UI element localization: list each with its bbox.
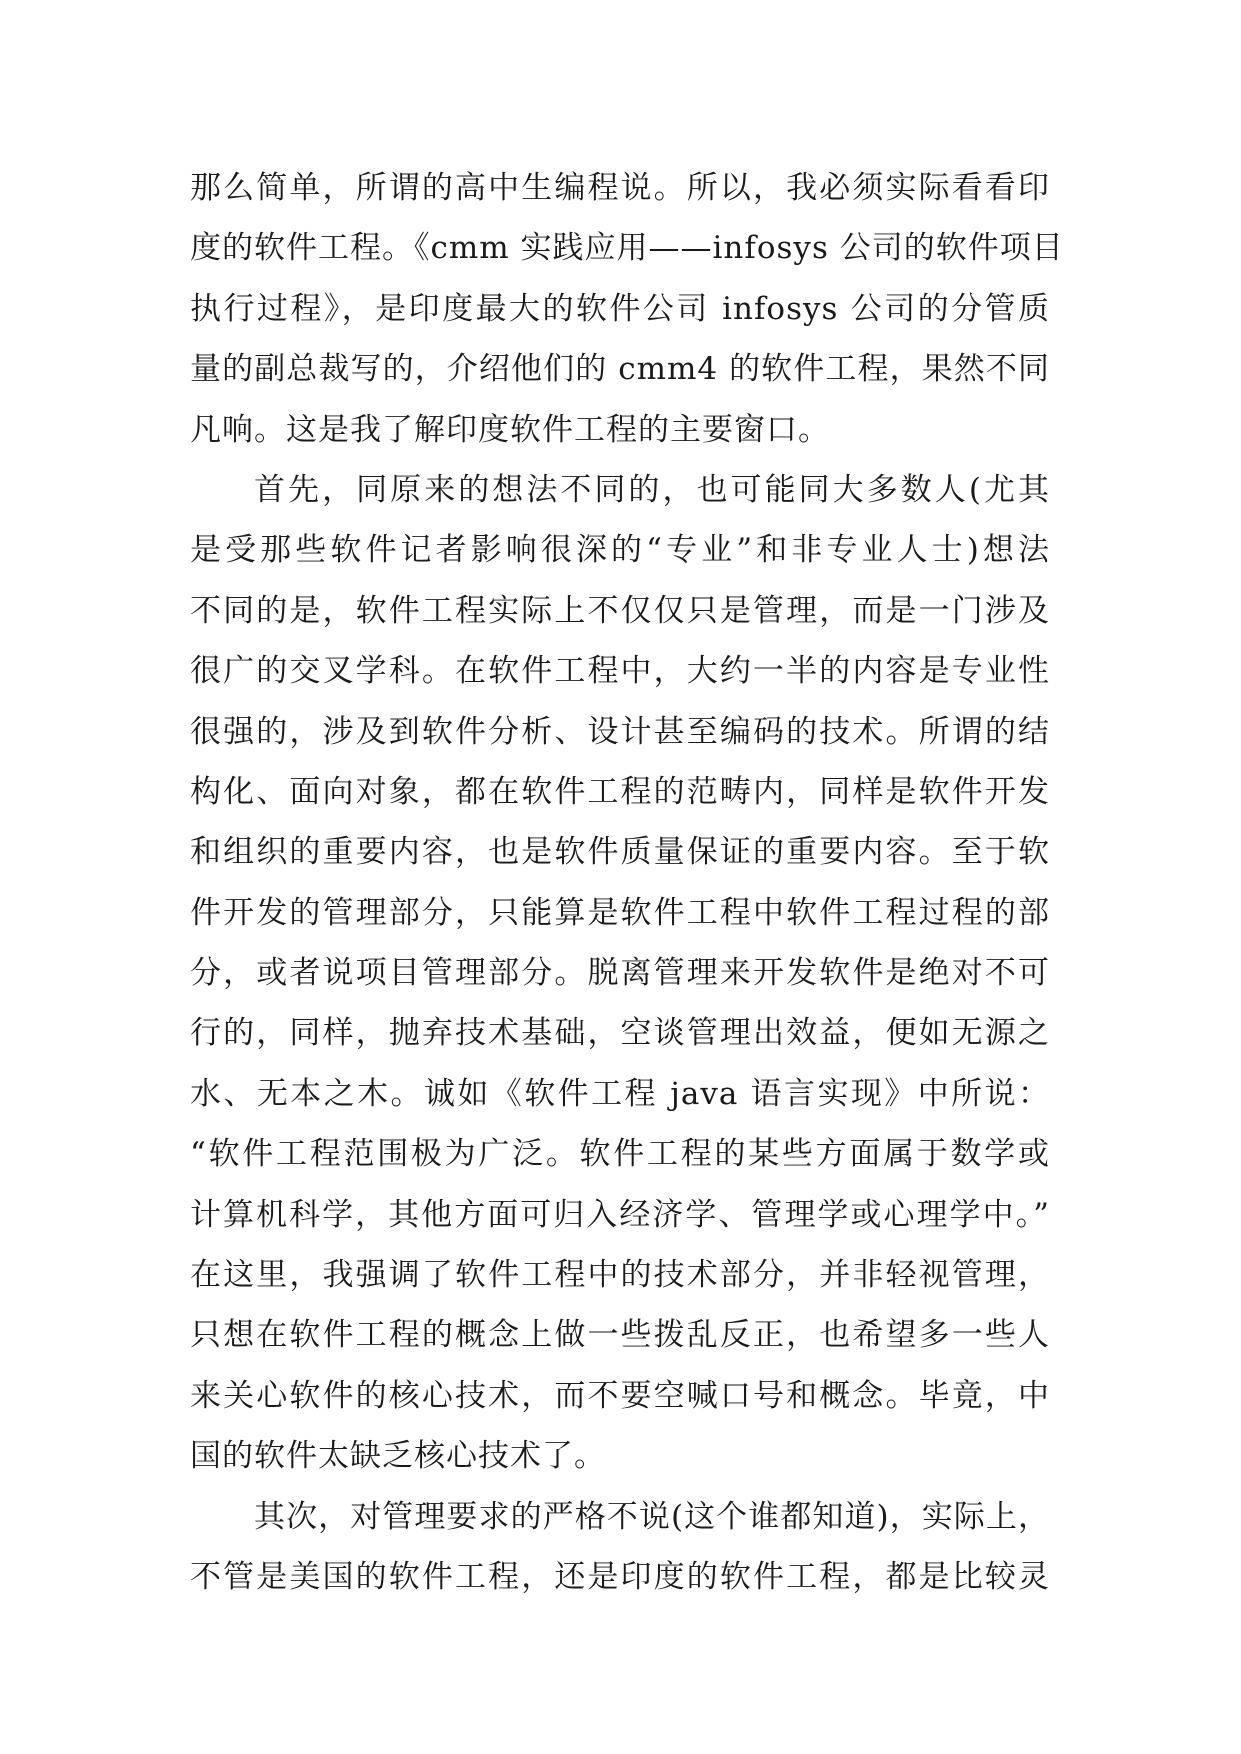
text-line: 计算机科学，其他方面可归入经济学、管理学或心理学中。” — [190, 1196, 1050, 1233]
paragraph-first-line: 首先，同原来的想法不同的，也可能同大多数人(尤其 — [254, 471, 1050, 508]
text-line: 度的软件工程。《cmm 实践应用——infosys 公司的软件项目 — [190, 230, 1064, 267]
text-line: 是受那些软件记者影响很深的“专业”和非专业人士)想法 — [190, 532, 1050, 569]
text-line: 凡响。这是我了解印度软件工程的主要窗口。 — [190, 411, 830, 448]
text-line: 分，或者说项目管理部分。脱离管理来开发软件是绝对不可 — [190, 955, 1050, 992]
body-text — [190, 158, 1064, 1607]
text-line: “软件工程范围极为广泛。软件工程的某些方面属于数学或 — [190, 1136, 1050, 1173]
text-line: 很广的交叉学科。在软件工程中，大约一半的内容是专业性 — [190, 653, 1050, 690]
text-line: 国的软件太缺乏核心技术了。 — [190, 1438, 606, 1475]
text-line: 和组织的重要内容，也是软件质量保证的重要内容。至于软 — [190, 834, 1050, 871]
text-line: 不同的是，软件工程实际上不仅仅只是管理，而是一门涉及 — [190, 592, 1050, 629]
text-line: 不管是美国的软件工程，还是印度的软件工程，都是比较灵 — [190, 1558, 1050, 1595]
text-line: 那么简单，所谓的高中生编程说。所以，我必须实际看看印 — [190, 170, 1050, 206]
text-line: 件开发的管理部分，只能算是软件工程中软件工程过程的部 — [190, 894, 1050, 931]
text-line: 执行过程》，是印度最大的软件公司 infosys 公司的分管质 — [190, 290, 1050, 327]
text-line: 构化、面向对象，都在软件工程的范畴内，同样是软件开发 — [190, 773, 1050, 810]
paragraph-first-line: 其次，对管理要求的严格不说(这个谁都知道)，实际上， — [254, 1498, 1050, 1535]
text-line: 量的副总裁写的，介绍他们的 cmm4 的软件工程，果然不同 — [190, 351, 1050, 388]
text-line: 只想在软件工程的概念上做一些拨乱反正，也希望多一些人 — [190, 1317, 1050, 1354]
text-line: 来关心软件的核心技术，而不要空喊口号和概念。毕竟，中 — [190, 1377, 1050, 1414]
text-line: 在这里，我强调了软件工程中的技术部分，并非轻视管理， — [190, 1257, 1050, 1294]
text-line: 行的，同样，抛弃技术基础，空谈管理出效益，便如无源之 — [190, 1015, 1050, 1052]
text-line: 水、无本之木。诚如《软件工程 java 语言实现》中所说： — [190, 1075, 1050, 1112]
text-line: 很强的，涉及到软件分析、设计甚至编码的技术。所谓的结 — [190, 713, 1050, 750]
